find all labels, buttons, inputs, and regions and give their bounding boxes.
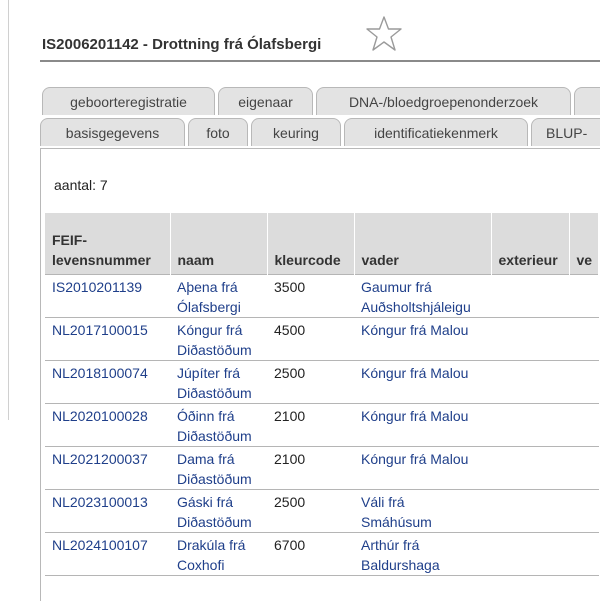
row-levensnummer-link[interactable]: NL2017100015: [45, 317, 170, 360]
row-levensnummer-link[interactable]: IS2010201139: [45, 274, 170, 317]
table-row: [45, 317, 599, 360]
table-row: [45, 403, 599, 446]
row-color-code: 6700: [267, 532, 354, 575]
tab-foto[interactable]: [188, 118, 248, 146]
row-sire-link[interactable]: Kóngur frá Malou: [354, 446, 491, 489]
table-row: [45, 360, 599, 403]
tab-label: eigenaar: [238, 94, 293, 110]
row-partial: [569, 317, 599, 360]
tab-label: keuring: [273, 125, 319, 141]
row-exterior: [491, 489, 569, 532]
row-sire-link[interactable]: Gaumur frá Auðsholtshjáleigu: [354, 274, 491, 317]
row-color-code: 2100: [267, 403, 354, 446]
row-name-link[interactable]: Gáski frá Diðastöðum: [170, 489, 267, 532]
row-name-link[interactable]: Drakúla frá Coxhofi: [170, 532, 267, 575]
row-partial: [569, 360, 599, 403]
row-color-code: 4500: [267, 317, 354, 360]
row-sire-link[interactable]: Arthúr frá Baldurshaga: [354, 532, 491, 575]
tab-label: basisgegevens: [65, 125, 160, 141]
row-sire-link[interactable]: Kóngur frá Malou: [354, 360, 491, 403]
row-exterior: [491, 317, 569, 360]
column-header-exterieur[interactable]: exterieur: [491, 213, 569, 274]
tab-label: foto: [206, 125, 230, 141]
column-header-partial[interactable]: ve: [569, 213, 599, 274]
row-levensnummer-link[interactable]: NL2018100074: [45, 360, 170, 403]
row-exterior: [491, 532, 569, 575]
row-partial: [569, 489, 599, 532]
row-name-link[interactable]: Kóngur frá Diðastöðum: [170, 317, 267, 360]
table-row: [45, 489, 599, 532]
column-header-kleurcode[interactable]: kleurcode: [267, 213, 354, 274]
page-header: [42, 18, 600, 58]
tab-label: identificatiekenmerk: [374, 125, 498, 141]
row-color-code: 2500: [267, 360, 354, 403]
row-levensnummer-link[interactable]: NL2020100028: [45, 403, 170, 446]
table-row: [45, 274, 599, 317]
row-exterior: [491, 403, 569, 446]
row-name-link[interactable]: Dama frá Diðastöðum: [170, 446, 267, 489]
page-left-border: [8, 0, 9, 420]
column-header-naam[interactable]: naam: [170, 213, 267, 274]
row-name-link[interactable]: Aþena frá Ólafsbergi: [170, 274, 267, 317]
table-row: [45, 446, 599, 489]
tab-keuring[interactable]: [251, 118, 341, 146]
row-partial: [569, 403, 599, 446]
header-divider: [40, 60, 600, 62]
row-levensnummer-link[interactable]: NL2021200037: [45, 446, 170, 489]
offspring-table: [45, 213, 599, 576]
tab-partial[interactable]: [574, 87, 600, 115]
row-sire-link[interactable]: Váli frá Smáhúsum: [354, 489, 491, 532]
star-outline-icon[interactable]: [364, 14, 404, 54]
row-exterior: [491, 274, 569, 317]
tab-blup[interactable]: [531, 118, 600, 146]
row-color-code: 2500: [267, 489, 354, 532]
row-color-code: 3500: [267, 274, 354, 317]
row-name-link[interactable]: Óðinn frá Diðastöðum: [170, 403, 267, 446]
row-levensnummer-link[interactable]: NL2024100107: [45, 532, 170, 575]
tab-label: BLUP-: [546, 125, 588, 141]
tab-geboorteregistratie[interactable]: [42, 87, 215, 115]
table-header-row: [45, 213, 599, 274]
column-header-levensnummer[interactable]: FEIF- levensnummer: [45, 213, 170, 274]
tab-label: DNA-/bloedgroepenonderzoek: [348, 94, 539, 110]
row-sire-link[interactable]: Kóngur frá Malou: [354, 403, 491, 446]
row-exterior: [491, 360, 569, 403]
tab-basisgegevens[interactable]: [40, 118, 185, 146]
row-partial: [569, 532, 599, 575]
table-row: [45, 532, 599, 575]
page-title: IS2006201142 - Drottning frá Ólafsbergi: [42, 36, 322, 53]
tab-dna-bloedgroepenonderzoek[interactable]: [316, 87, 571, 115]
row-exterior: [491, 446, 569, 489]
row-levensnummer-link[interactable]: NL2023100013: [45, 489, 170, 532]
column-header-vader[interactable]: vader: [354, 213, 491, 274]
row-color-code: 2100: [267, 446, 354, 489]
row-name-link[interactable]: Júpíter frá Diðastöðum: [170, 360, 267, 403]
record-count: aantal: 7: [54, 177, 108, 193]
row-partial: [569, 446, 599, 489]
row-sire-link[interactable]: Kóngur frá Malou: [354, 317, 491, 360]
row-partial: [569, 274, 599, 317]
tab-identificatiekenmerk[interactable]: [344, 118, 528, 146]
tab-eigenaar[interactable]: [218, 87, 313, 115]
tab-label: geboorteregistratie: [70, 94, 187, 110]
